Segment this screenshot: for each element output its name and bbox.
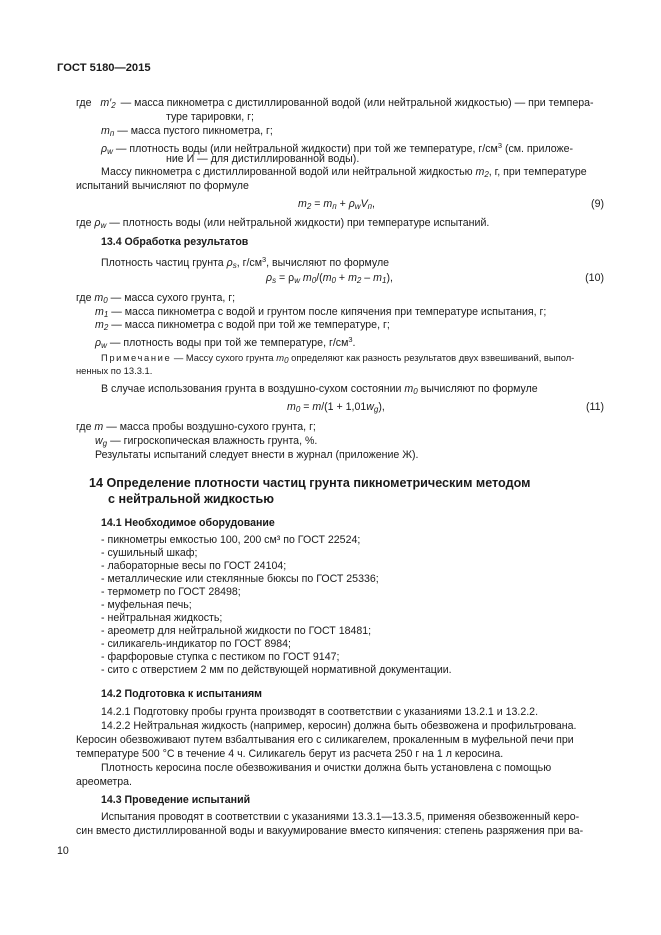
equation-10: $\rho_s = \rho_w$ $m_0/(m_0 + m_2 - m_1)$, bbox=[266, 272, 393, 285]
doc-header-code: ГОСТ 5180—2015 bbox=[57, 62, 151, 74]
list-item: - ареометр для нейтральной жидкости по ГОСТ 18481; bbox=[101, 625, 372, 637]
note-line-2: ненных по 13.3.1. bbox=[76, 365, 153, 376]
section-13-4-paragraph: Плотность частиц грунта $\rho_s$, $г/см^3$, вычисляют по формуле bbox=[101, 255, 390, 270]
list-item: - термометр по ГОСТ 28498; bbox=[101, 586, 241, 598]
paragraph-kerosene-density-line-2: ареометра. bbox=[76, 776, 132, 788]
def-m1: $m_1$ — масса пикнометра с водой и грунтом после кипячения при температуре испытания, г; bbox=[95, 306, 547, 319]
def-line-rho-w: $\rho_w$ — плотность воды (или нейтральной жидкости) при той же температуре, $г/см^3$ (см. приложе- bbox=[101, 141, 574, 156]
paragraph-air-dry: В случае использования грунта в воздушно-сухом состоянии $m_0$ вычисляют по формуле bbox=[101, 383, 538, 396]
paragraph-mass-pyknometer-cont: испытаний вычисляют по формуле bbox=[76, 180, 249, 192]
list-item: - силикагель-индикатор по ГОСТ 8984; bbox=[101, 638, 291, 650]
def-wg: $w_g$ — гигроскопическая влажность грунта, %. bbox=[95, 435, 318, 448]
list-item: - лабораторные весы по ГОСТ 24104; bbox=[101, 560, 287, 572]
list-item: - муфельная печь; bbox=[101, 599, 192, 611]
equipment-list bbox=[101, 534, 452, 677]
paragraph-kerosene-density-line-1: Плотность керосина после обезвоживания и очистки должна быть установлена с помощью bbox=[101, 762, 552, 774]
section-14-1-title: 14.1 Необходимое оборудование bbox=[101, 517, 275, 529]
paragraph-14-2-1: 14.2.1 Подготовку пробы грунта производят в соответствии с указаниями 13.2.1 и 13.2.2. bbox=[101, 706, 539, 718]
section-14-title-line-1: 14 Определение плотности частиц грунта пикнометрическим методом bbox=[89, 476, 531, 490]
note-label: Примечание bbox=[101, 352, 172, 363]
list-item: - сито с отверстием 2 мм по действующей нормативной документации. bbox=[101, 664, 452, 676]
after-eq9-def: где $\rho_w$ — плотность воды (или нейтральной жидкости) при температуре испытаний. bbox=[76, 217, 490, 230]
equation-9: $m_2 = m_п + \rho_wV_п$, bbox=[298, 198, 375, 211]
equation-11: $m_0 = m/(1 + 1,01w_g)$, bbox=[287, 401, 385, 414]
paragraph-14-3-line-2: син вместо дистиллированной воды и вакуумирование вместо кипячения: степень разряжения при ва- bbox=[76, 825, 584, 837]
section-14-2-title: 14.2 Подготовка к испытаниям bbox=[101, 688, 262, 700]
equation-10-number: (10) bbox=[585, 272, 604, 284]
list-item: - фарфоровые ступка с пестиком по ГОСТ 9147; bbox=[101, 651, 340, 663]
page-number: 10 bbox=[57, 845, 69, 857]
paragraph-14-2-2-line-2: Керосин обезвоживают путем взбалтывания его с силикагелем, прокаленным в муфельной печи при bbox=[76, 734, 574, 746]
paragraph-14-2-2-line-3: температуре 500 °С в течение 4 ч. Силикагель берут из расчета 250 г на 1 л керосина. bbox=[76, 748, 504, 760]
results-journal-note: Результаты испытаний следует внести в журнал (приложение Ж). bbox=[95, 449, 419, 461]
list-item: - нейтральная жидкость; bbox=[101, 612, 223, 624]
list-item: - пикнометры емкостью 100, 200 см³ по ГОСТ 22524; bbox=[101, 534, 361, 546]
section-14-3-title: 14.3 Проведение испытаний bbox=[101, 794, 251, 806]
list-item: - сушильный шкаф; bbox=[101, 547, 198, 559]
def-m0: где $m_0$ — масса сухого грунта, г; bbox=[76, 292, 236, 305]
section-14-title-line-2: с нейтральной жидкостью bbox=[108, 492, 274, 506]
def-m: где m — масса пробы воздушно-сухого грунта, г; bbox=[76, 421, 316, 433]
paragraph-14-3-line-1: Испытания проводят в соответствии с указаниями 13.3.1—13.3.5, применяя обезвоженный керо- bbox=[101, 811, 580, 823]
symbol-m2-prime: m′ bbox=[100, 97, 112, 109]
def-m2: $m_2$ — масса пикнометра с водой при той же температуре, г; bbox=[95, 319, 390, 332]
list-item: - металлические или стеклянные бюксы по ГОСТ 25336; bbox=[101, 573, 379, 585]
def-line-m2prime: где $m'_2$ — масса пикнометра с дистиллированной водой (или нейтральной жидкостью) — при темпера- bbox=[76, 97, 594, 110]
def-line-rho-w-cont: ние И — для дистиллированной воды). bbox=[166, 153, 360, 165]
section-13-4-title: 13.4 Обработка результатов bbox=[101, 236, 249, 248]
def-rho-w: $\rho_w$ — плотность воды при той же температуре, $г/см^3$. bbox=[95, 335, 356, 350]
equation-11-number: (11) bbox=[585, 401, 604, 413]
def-line-mp: $m_п$ — масса пустого пикнометра, г; bbox=[101, 125, 273, 138]
def-line-m2prime-cont: туре тарировки, г; bbox=[166, 111, 254, 123]
paragraph-14-2-2-line-1: 14.2.2 Нейтральная жидкость (например, керосин) должна быть обезвожена и профильтрована. bbox=[101, 720, 577, 732]
paragraph-mass-pyknometer: Массу пикнометра с дистиллированной водой или нейтральной жидкостью $m_2$, г, при температуре bbox=[101, 166, 587, 179]
equation-9-number: (9) bbox=[591, 198, 604, 210]
note-line-1: Примечание — Массу сухого грунта m0 определяют как разность результатов двух взвешиваний, выпол- bbox=[101, 352, 575, 365]
